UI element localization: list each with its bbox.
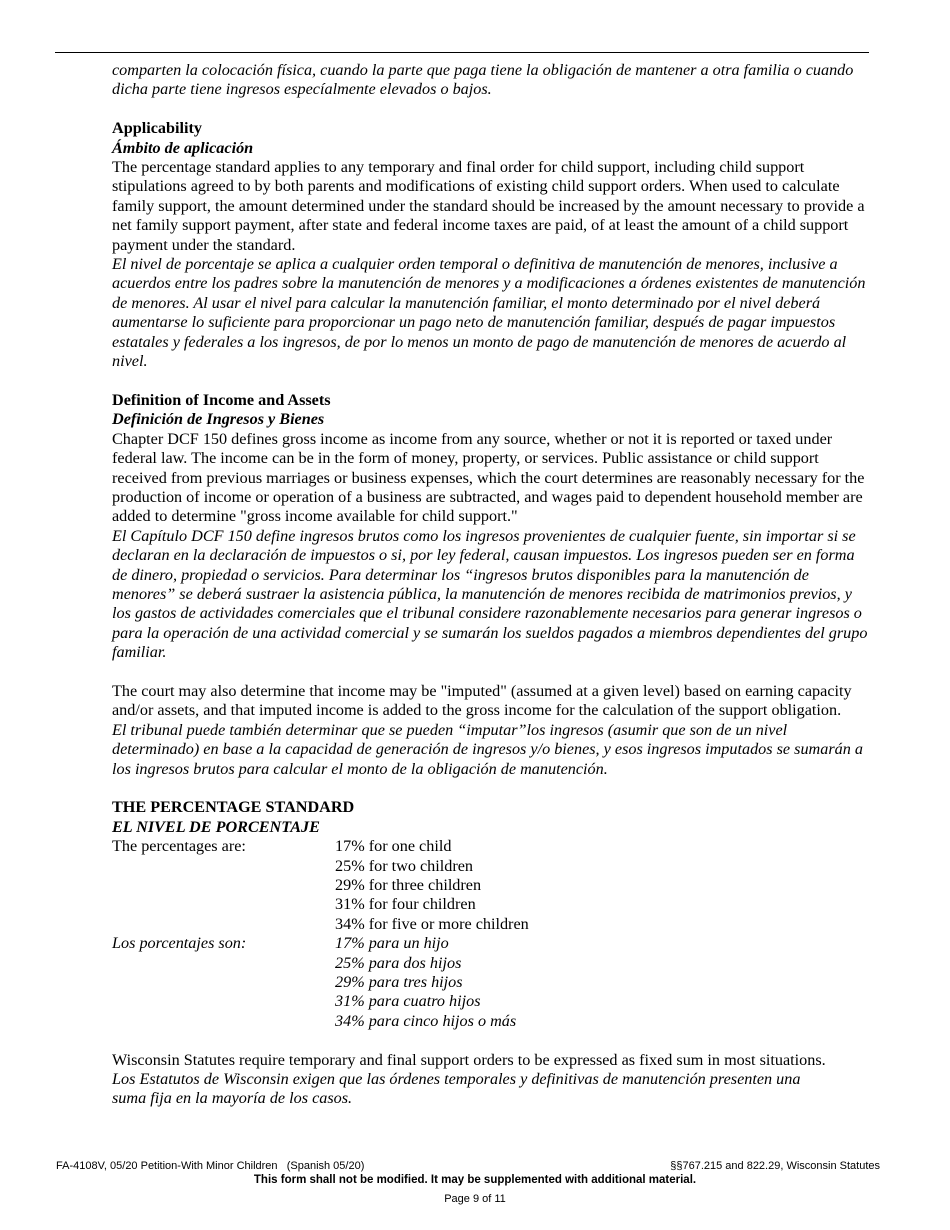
page-content — [112, 61, 872, 1109]
standard-heading-es: EL NIVEL DE PORCENTAJE — [112, 817, 320, 836]
percentage-item: 34% for five or more children — [335, 914, 529, 933]
imputed-income-paragraph-es: El tribunal puede también determinar que se pueden “imputar”los ingresos (asumir que son de un nivel determinado) en base a la capacidad de generación de ingresos y/o bienes, y esos ingresos imputados se sumarán a los ingresos brutos para calcular el monto de la obligación de manutención. — [112, 720, 863, 778]
income-body-es: El Capítulo DCF 150 define ingresos brutos como los ingresos provenientes de cualquier fuente, sin importar si se declaran en la declaración de impuestos o si, por ley federal, causan impuestos. Los ingresos pueden ser en forma de dinero, propiedad o servicios. Para determinar los “ingresos brutos disponibles para la manutención de menores” se deberá sustraer la asistencia pública, la manutención de menores recibida de matrimonios previos, y los gastos de actividades comerciales que el tribunal considere razonablemente necesarios para generar ingresos o para la operación de una actividad comercial y se sumarán los sueldos pagados a miembros dependientes del grupo familiar. — [112, 526, 868, 662]
statutes-paragraph-es: Los Estatutos de Wisconsin exigen que las órdenes temporales y definitivas de manutención presenten una suma fija en la mayoría de los casos. — [112, 1070, 801, 1108]
percentages-table — [112, 837, 872, 934]
applicability-heading-es: Ámbito de aplicación — [112, 138, 254, 157]
income-heading: Definition of Income and Assets — [112, 390, 331, 409]
footer-statutes-ref: §§767.215 and 822.29, Wisconsin Statutes — [670, 1160, 880, 1172]
percentage-item-es: 17% para un hijo — [335, 934, 449, 953]
income-heading-es: Definición de Ingresos y Bienes — [112, 410, 325, 429]
percentages-values-es — [335, 934, 516, 1031]
percentage-item: 25% for two children — [335, 856, 474, 875]
footer-page-number: Page 9 of 11 — [444, 1193, 506, 1205]
applicability-body: The percentage standard applies to any temporary and final order for child support, including child support stipulations agreed to by both parents and modifications of existing child support orders. When used to calculate family support, the amount determined under the standard should be increased by the amount necessary to provide a net family support payment, after state and federal income taxes are paid, of at least the amount of a child support payment under the standard. — [112, 158, 865, 254]
percentages-label: The percentages are: — [112, 837, 246, 856]
standard-heading: THE PERCENTAGE STANDARD — [112, 798, 355, 817]
percentage-item-es: 25% para dos hijos — [335, 953, 462, 972]
footer-form-id: FA-4108V, 05/20 Petition-With Minor Children (Spanish 05/20) — [56, 1160, 365, 1172]
header-rule — [55, 52, 869, 53]
applicability-heading: Applicability — [112, 119, 202, 138]
percentages-table-es — [112, 934, 872, 1031]
percentage-item-es: 31% para cuatro hijos — [335, 992, 481, 1011]
imputed-income-paragraph: The court may also determine that income may be "imputed" (assumed at a given level) based on earning capacity and/or assets, and that imputed income is added to the gross income for the calculation of the support obligation. — [112, 681, 852, 720]
statutes-paragraph: Wisconsin Statutes require temporary and final support orders to be expressed as fixed sum in most situations. — [112, 1050, 826, 1069]
percentages-values — [335, 837, 529, 934]
percentage-item: 29% for three children — [335, 876, 482, 894]
percentage-item: 17% for one child — [335, 837, 452, 856]
percentages-label-es: Los porcentajes son: — [112, 934, 247, 953]
intro-paragraph-es: comparten la colocación física, cuando la parte que paga tiene la obligación de mantener a otra familia o cuando dicha parte tiene ingresos especíalmente elevados o bajos. — [112, 61, 854, 99]
footer-notice: This form shall not be modified. It may be supplemented with additional material. — [253, 1174, 697, 1186]
income-body: Chapter DCF 150 defines gross income as income from any source, whether or not it is reported or taxed under federal law. The income can be in the form of money, property, or services. Public assistance or child support received from previous marriages or business expenses, which the court determines are reasonably necessary for the production of income or operation of a business are subtracted, and wages paid to dependent household member are added to determine "gross income available for child support." — [112, 429, 865, 526]
percentage-item-es: 34% para cinco hijos o más — [335, 1011, 517, 1030]
percentage-item-es: 29% para tres hijos — [335, 973, 463, 992]
percentage-item: 31% for four children — [335, 895, 476, 914]
applicability-body-es: El nivel de porcentaje se aplica a cualquier orden temporal o definitiva de manutención de menores, inclusive a acuerdos entre los padres sobre la manutención de menores y a modificaciones a órdenes existentes de manutención de menores. Al usar el nivel para calcular la manutención familiar, el monto determinado por el nivel deberá aumentarse lo suficiente para proporcionar un pago neto de manutención familiar, después de pagar impuestos estatales y federales a los ingresos, de por lo menos un monto de pago de manutención de menores de acuerdo al nivel. — [112, 255, 866, 371]
